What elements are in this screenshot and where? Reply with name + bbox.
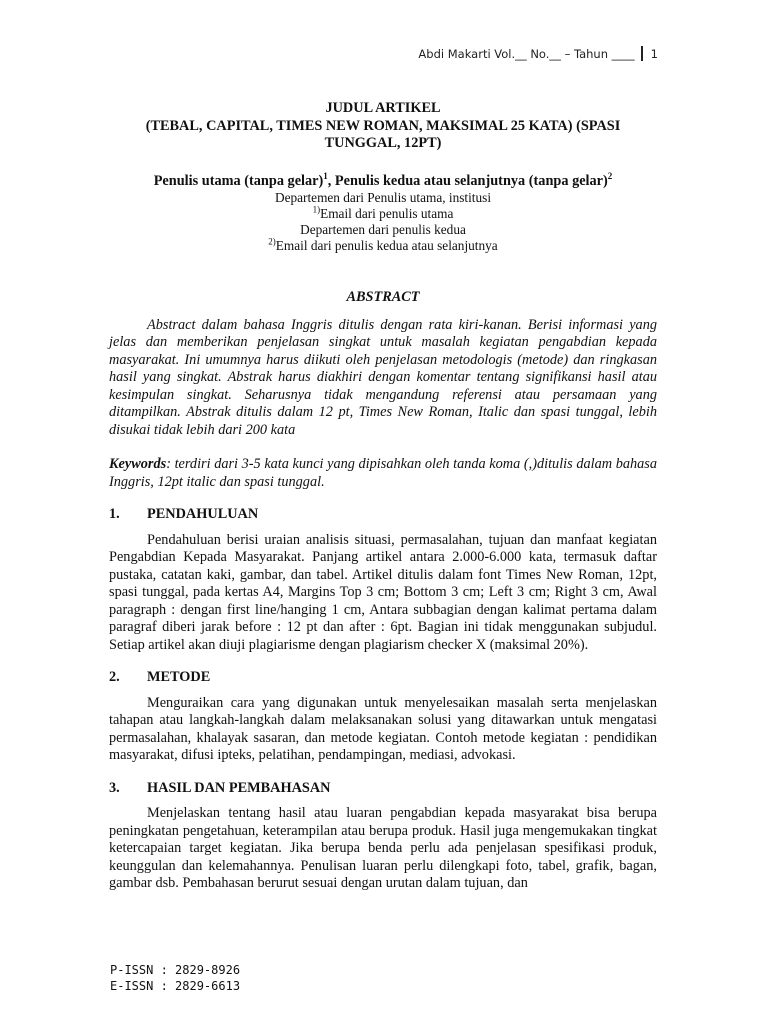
section-number: 3.	[109, 779, 120, 796]
section-heading-metode	[109, 669, 657, 687]
email-2-sup: 2)	[268, 236, 276, 247]
header-divider	[641, 46, 643, 61]
abstract-heading: ABSTRACT	[346, 289, 420, 305]
affiliation-2: Departemen dari penulis kedua	[300, 222, 466, 237]
affiliation-1: Departemen dari Penulis utama, institusi	[274, 190, 492, 205]
e-issn: E-ISSN : 2829-6613	[110, 979, 241, 993]
keywords-label: Keywords	[109, 456, 167, 472]
keywords-block	[109, 456, 657, 491]
author-2-sup: 2	[607, 170, 613, 181]
title-line-2: (TEBAL, CAPITAL, TIMES NEW ROMAN, MAKSIMAL 25 KATA) (SPASI	[145, 117, 621, 134]
section-title: METODE	[147, 669, 211, 685]
section-body-pendahuluan: Pendahuluan berisi uraian analisis situasi, permasalahan, tujuan dan manfaat kegiatan Pengabdian Kepada Masyarakat. Panjang artikel antara 2.000-6.000 kata, termasuk daftar pustaka, catatan kaki, gambar, dan tabel. Artikel ditulis dalam font Times New Roman, 12pt, spasi tunggal, pada kertas A4, Margins Top 3 cm; Bottom 3 cm; Left 3 cm; Right 3 cm, Awal paragraph : dengan first line/hanging 1 cm, Antara subbagian dengan kalimat pertama dalam paragraf diberi jarak before : 12 pt dan after : 6pt. Bagian ini tidak menggunakan subjudul. Setiap artikel akan diuji plagiarisme dengan plagiarism checker X (maksimal 20%).	[109, 531, 657, 653]
issn-footer	[110, 962, 240, 994]
title-line-1: JUDUL ARTIKEL	[325, 100, 441, 116]
page-number: 1	[650, 46, 658, 61]
section-heading-hasil	[109, 780, 657, 798]
article-content	[109, 100, 657, 893]
email-1: Email dari penulis utama	[320, 206, 454, 221]
journal-info: Abdi Makarti Vol.__ No.__ – Tahun ____	[418, 46, 635, 61]
abstract-body: Abstract dalam bahasa Inggris ditulis dengan rata kiri-kanan. Berisi informasi yang jelas dan memberikan penjelasan singkat untuk masalah kegiatan pengabdian kepada masyarakat. Ini umumnya harus diikuti oleh penjelasan metodologis (metode) dan ringkasan hasil yang singkat. Abstrak harus diakhiri dengan komentar tentang signifikansi hasil atau kesimpulan singkat. Seharusnya tidak mengandung referensi atau persamaan yang ditampilkan. Abstrak ditulis dalam 12 pt, Times New Roman, Italic dan spasi tunggal, lebih disukai tidak lebih dari 200 kata	[109, 316, 657, 438]
email-2-line	[109, 238, 657, 254]
article-title	[109, 100, 657, 153]
section-body-hasil: Menjelaskan tentang hasil atau luaran pengabdian kepada masyarakat bisa berupa peningkatan pengetahuan, keterampilan atau berupa produk. Hasil juga mengemukakan tingkat ketercapaian target kegiatan. Jika berupa benda perlu ada penjelasan spesifikasi produk, keunggulan dan kelemahannya. Penulisan luaran perlu dilengkapi foto, tabel, grafik, bagan, gambar dsb. Pembahasan berurut sesuai dengan urutan dalam tujuan, dan	[109, 805, 657, 891]
email-1-line	[109, 206, 657, 222]
running-head	[418, 46, 658, 61]
section-number: 2.	[109, 669, 120, 685]
author-1-sup: 1	[323, 170, 328, 181]
author-list	[109, 170, 657, 191]
keywords-text: : terdiri dari 3-5 kata kunci yang dipisahkan oleh tanda koma (,)ditulis dalam bahasa Inggris, 12pt italic dan spasi tunggal.	[109, 456, 657, 490]
title-line-3: TUNGGAL, 12PT)	[324, 135, 442, 151]
affiliation-block	[109, 190, 657, 254]
section-title: HASIL DAN PEMBAHASAN	[147, 779, 331, 796]
section-number: 1.	[109, 506, 120, 522]
author-1: Penulis utama (tanpa gelar)	[153, 172, 324, 189]
email-2: Email dari penulis kedua atau selanjutnya	[275, 238, 498, 253]
email-1-sup: 1)	[312, 204, 321, 215]
author-2: Penulis kedua atau selanjutnya (tanpa gelar)	[334, 172, 608, 189]
section-body-metode: Menguraikan cara yang digunakan untuk menyelesaikan masalah serta menjelaskan tahapan atau langkah-langkah dalam melaksanakan solusi yang ditawarkan untuk mengatasi permasalahan, khalayak sasaran, dan metode kegiatan. Contoh metode kegiatan : pendidikan masyarakat, difusi ipteks, pelatihan, pendampingan, mediasi, advokasi.	[109, 694, 657, 763]
section-heading-pendahuluan	[109, 506, 657, 524]
p-issn: P-ISSN : 2829-8926	[110, 963, 241, 977]
author-separator: ,	[327, 172, 335, 189]
section-title: PENDAHULUAN	[147, 506, 259, 522]
